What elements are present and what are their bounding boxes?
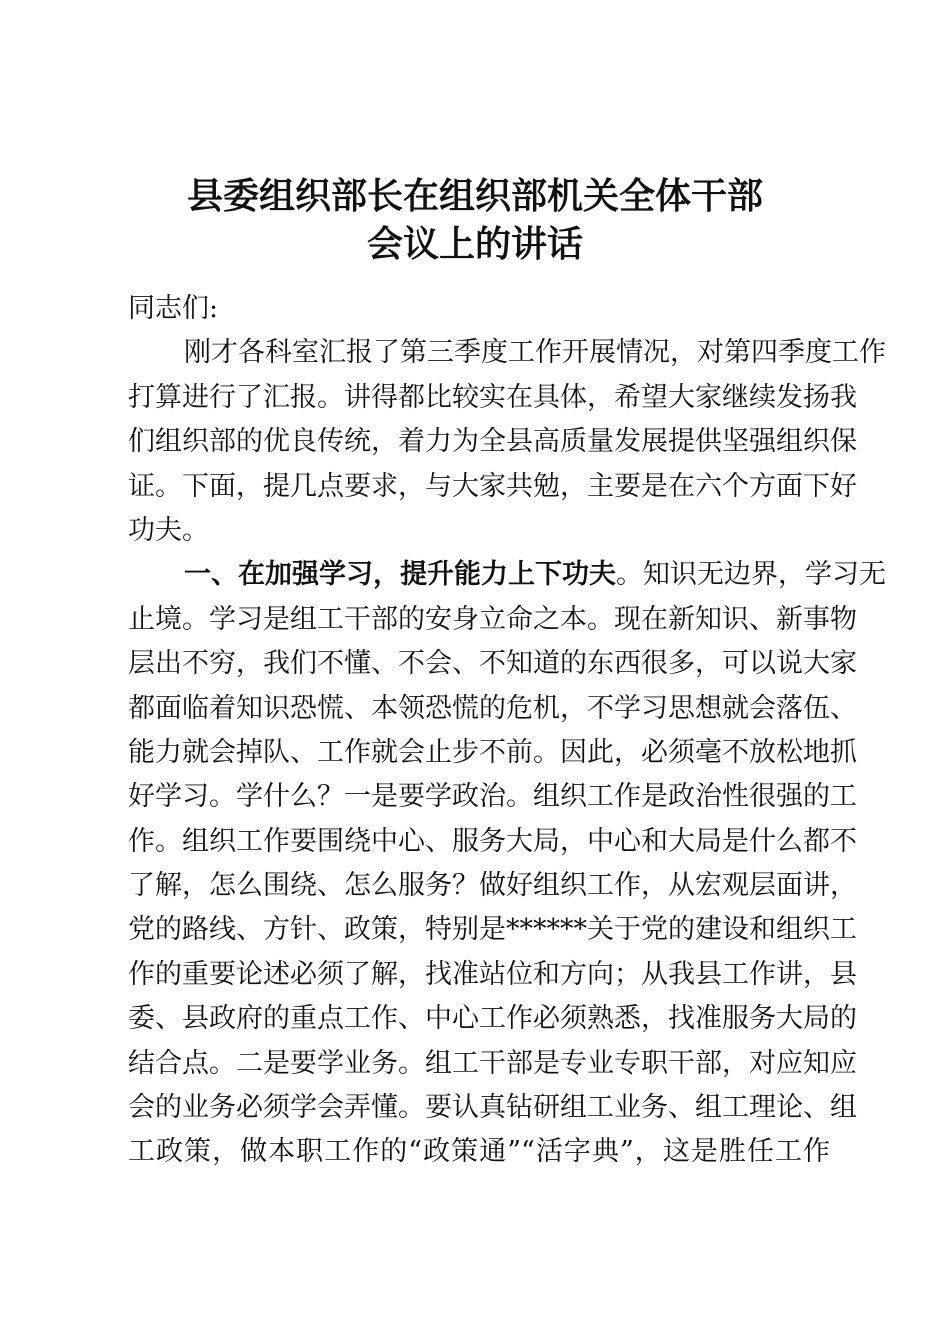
- text-line: 党的路线、方针、政策，特别是******关于党的建设和组织工: [128, 914, 857, 946]
- paragraph-intro: [128, 331, 886, 553]
- document-title-line1: 县委组织部长在组织部机关全体干部: [186, 176, 763, 217]
- document-body: [128, 287, 886, 1175]
- text-line: 作。组织工作要围绕中心、服务大局，中心和大局是什么都不: [128, 825, 857, 857]
- text-line: [128, 553, 886, 597]
- text-line: 好学习。学什么？一是要学政治。组织工作是政治性很强的工: [128, 781, 857, 813]
- salutation: 同志们:: [128, 293, 219, 324]
- text-line: 们组织部的优良传统，着力为全县高质量发展提供坚强组织保: [128, 426, 857, 458]
- text-line: 都面临着知识恐慌、本领恐慌的危机，不学习思想就会落伍、: [128, 692, 857, 724]
- paragraph-section-one: [128, 553, 886, 1174]
- text-line: 作的重要论述必须了解，找准站位和方向；从我县工作讲，县: [128, 958, 857, 990]
- text-line: 打算进行了汇报。讲得都比较实在具体，希望大家继续发扬我: [128, 381, 857, 413]
- text-line: 刚才各科室汇报了第三季度工作开展情况，对第四季度工作: [184, 337, 886, 369]
- text-line: 了解，怎么围绕、怎么服务？做好组织工作，从宏观层面讲，: [128, 870, 857, 902]
- text-span: 。知识无边界，学习无: [616, 559, 886, 591]
- text-line: 工政策，做本职工作的“政策通”“活字典”，这是胜任工作: [128, 1136, 830, 1168]
- text-line: 止境。学习是组工干部的安身立命之本。现在新知识、新事物: [128, 603, 857, 635]
- document-title-line2: 会议上的讲话: [366, 224, 583, 265]
- text-line: 委、县政府的重点工作、中心工作必须熟悉，找准服务大局的: [128, 1003, 857, 1035]
- text-line: 会的业务必须学会弄懂。要认真钻研组工业务、组工理论、组: [128, 1092, 857, 1124]
- text-line: 证。下面，提几点要求，与大家共勉，主要是在六个方面下好: [128, 470, 857, 502]
- section-heading: 一、在加强学习，提升能力上下功夫: [184, 559, 616, 591]
- text-line: 层出不穷，我们不懂、不会、不知道的东西很多，可以说大家: [128, 648, 857, 680]
- text-line: 功夫。: [128, 514, 209, 546]
- text-line: 能力就会掉队、工作就会止步不前。因此，必须毫不放松地抓: [128, 736, 857, 768]
- text-line: 结合点。二是要学业务。组工干部是专业专职干部，对应知应: [128, 1047, 857, 1079]
